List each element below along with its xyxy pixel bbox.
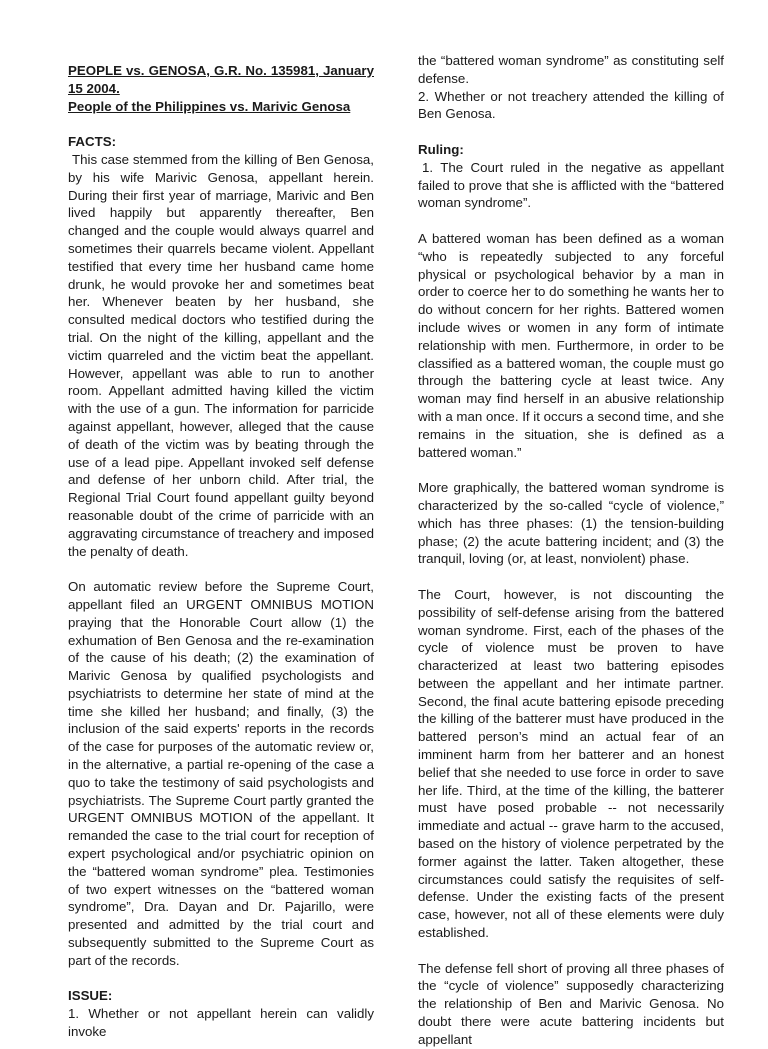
issue-paragraph-2: 2. Whether or not treachery attended the killing of Ben Genosa. — [418, 88, 724, 122]
ruling-paragraph-5: The defense fell short of proving all three phases of the “cycle of violence” supposedly characterizing the relationship of Ben and Marivic Genosa. No doubt there were acute battering incidents but appellant — [418, 960, 724, 1047]
case-title-line2: People of the Philippines vs. Marivic Genosa — [68, 98, 351, 114]
issue-paragraph-1-start: 1. Whether or not appellant herein can validly invoke — [68, 1006, 374, 1040]
facts-paragraph-1: This case stemmed from the killing of Ben Genosa, by his wife Marivic Genosa, appellant herein. During their first year of marriage, Marivic and Ben lived happily but apparently thereafter, Ben changed and the couple would always quarrel and sometimes their quarrels became violent. Appellant testified that every time her husband came home drunk, he would provoke her and sometimes beat her. Whenever beaten by her husband, she consulted medical doctors who testified during the trial. On the night of the killing, appellant and the victim quarreled and the victim beat the appellant. However, appellant was able to run to another room. Appellant admitted having killed the victim with the use of a gun. The information for parricide against appellant, however, alleged that the cause of death of the victim was by beating through the use of a lead pipe. Appellant invoked self defense and defense of her unborn child. After trial, the Regional Trial Court found appellant guilty beyond reasonable doubt of the crime of parricide with an aggravating circumstance of treachery and imposed the penalty of death. — [68, 151, 374, 559]
issue-paragraph-1-end: the “battered woman syndrome” as constituting self defense. — [418, 53, 724, 86]
issue-heading: ISSUE: — [68, 988, 113, 1004]
left-column — [68, 62, 374, 1041]
ruling-heading: Ruling: — [418, 141, 464, 157]
ruling-paragraph-4: The Court, however, is not discounting the possibility of self-defense arising from the battered woman syndrome. First, each of the phases of the cycle of violence must be proven to have characterized at least two battering episodes between the appellant and her intimate partner. Second, the final acute battering episode preceding the killing of the batterer must have produced in the battered person’s mind an actual fear of an imminent harm from her batterer and an honest belief that she needed to use force in order to save her life. Third, at the time of the killing, the batterer must have posed probable -- not necessarily immediate and actual -- grave harm to the accused, based on the history of violence perpetrated by the former against the latter. Taken altogether, these circumstances could satisfy the requisites of self-defense. Under the existing facts of the present case, however, not all of these elements were duly established. — [418, 586, 724, 941]
ruling-paragraph-2: A battered woman has been defined as a woman “who is repeatedly subjected to any forceful physical or psychological behavior by a man in order to coerce her to do something he wants her to do without concern for her rights. Battered women include wives or women in any form of intimate relationship with men. Furthermore, in order to be classified as a battered woman, the couple must go through the battering cycle at least twice. Any woman may find herself in an abusive relationship with a man once. If it occurs a second time, and she remains in the situation, she is defined as a battered woman.” — [418, 230, 724, 460]
right-column — [418, 52, 724, 1049]
ruling-paragraph-3: More graphically, the battered woman syndrome is characterized by the so-called “cycle of violence,” which has three phases: (1) the tension-building phase; (2) the acute battering incident; and (3) the tranquil, loving (or, at least, nonviolent) phase. — [418, 480, 724, 567]
facts-paragraph-2: On automatic review before the Supreme Court, appellant filed an URGENT OMNIBUS MOTION praying that the Honorable Court allow (1) the exhumation of Ben Genosa and the re-examination of the cause of his death; (2) the examination of Marivic Genosa by qualified psychologists and psychiatrists to determine her state of mind at the time she killed her husband; and finally, (3) the inclusion of the said experts' reports in the records of the case for purposes of the automatic review or, in the alternative, a partial re-opening of the case a quo to take the testimony of said psychologists and psychiatrists. The Supreme Court partly granted the URGENT OMNIBUS MOTION of the appellant. It remanded the case to the trial court for reception of expert psychological and/or psychiatric opinion on the “battered woman syndrome” plea. Testimonies of two expert witnesses on the “battered woman syndrome”, Dra. Dayan and Dr. Pajarillo, were presented and admitted by the trial court and subsequently submitted to the Supreme Court as part of the records. — [68, 579, 374, 968]
case-title-line1: PEOPLE vs. GENOSA, G.R. No. 135981, January 15 2004. — [68, 63, 374, 96]
facts-heading: FACTS: — [68, 134, 117, 150]
ruling-paragraph-1: 1. The Court ruled in the negative as appellant failed to prove that she is afflicted with the “battered woman syndrome”. — [418, 159, 724, 211]
